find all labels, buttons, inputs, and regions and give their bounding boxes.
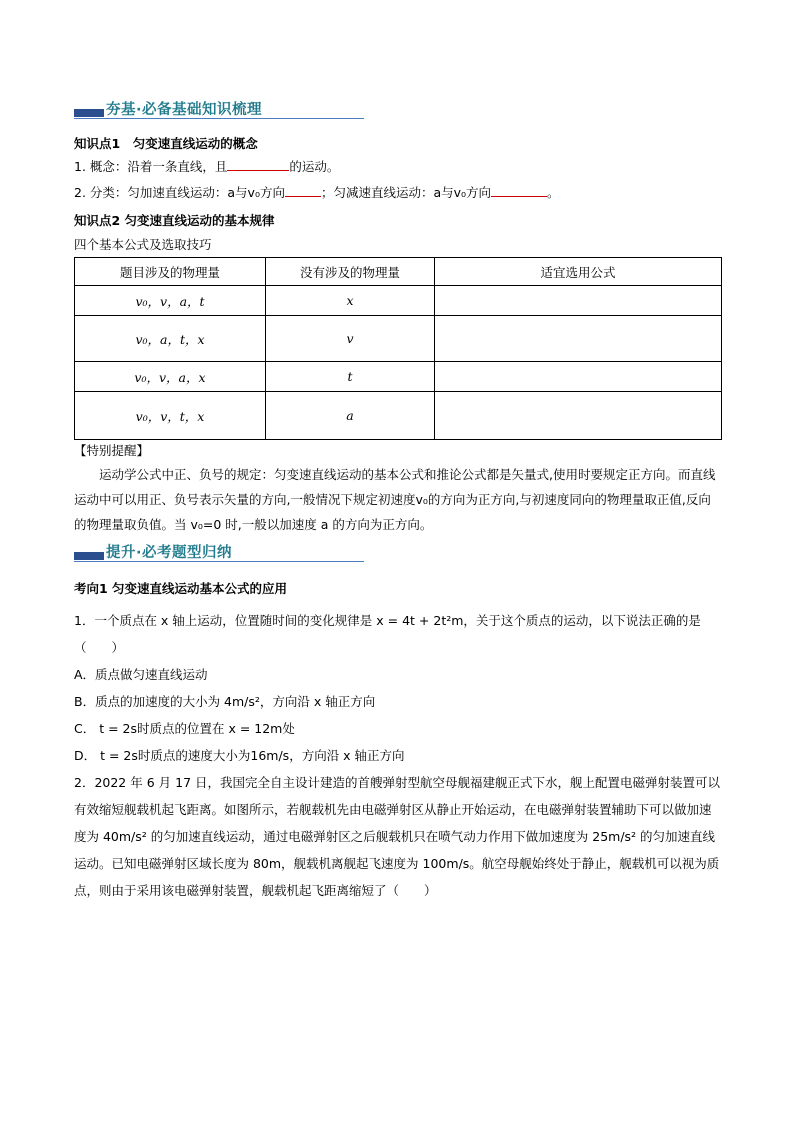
kp2-subheading: 四个基本公式及选取技巧 (74, 237, 212, 252)
section-title: 提升·必考题型归纳 (106, 545, 233, 561)
table-cell: a (266, 392, 435, 440)
section-header-basics (74, 96, 722, 120)
table-header-row (75, 258, 722, 286)
kp1-item1-post: 的运动。 (289, 159, 340, 174)
table-cell: v₀，v，t，x (75, 392, 266, 440)
table-cell (435, 362, 722, 392)
section-rule (74, 561, 364, 562)
section-rule (74, 118, 364, 119)
kp1-item2-pre: 2. 分类：匀加速直线运动：a与v₀方向 (74, 185, 285, 200)
tip-text: 运动学公式中正、负号的规定：匀变速直线运动的基本公式和推论公式都是矢量式,使用时要规定正方向。而直线运动中可以用正、负号表示矢量的方向,一般情况下规定初速度v₀的方向为正方向,与初速度同向的物理量取正值,反向的物理量取负值。当 v₀=0 时,一般以加速度 a 的方向为正方向。 (74, 467, 716, 532)
kx1-heading: 考向1 匀变速直线运动基本公式的应用 (74, 581, 288, 596)
table-header: 适宜选用公式 (435, 258, 722, 286)
table-cell: v₀，v，a，x (75, 362, 266, 392)
table-cell: v (266, 316, 435, 362)
table-cell: x (266, 286, 435, 316)
table-header: 没有涉及的物理量 (266, 258, 435, 286)
table-cell: t (266, 362, 435, 392)
kp1-item1-pre: 1. 概念：沿着一条直线，且 (74, 159, 228, 174)
blank-field (227, 158, 289, 171)
question-1-stem: 1．一个质点在 x 轴上运动，位置随时间的变化规律是 x = 4t + 2t²m，关于这个质点的运动，以下说法正确的是（ ） (74, 613, 701, 655)
tip-label: 【特别提醒】 (74, 443, 150, 458)
table-cell (435, 392, 722, 440)
kp2-heading: 知识点2 匀变速直线运动的基本规律 (74, 213, 275, 228)
formula-table (74, 257, 722, 440)
kp1-item2 (74, 184, 722, 202)
question-1-option-a: A．质点做匀速直线运动 (74, 667, 208, 682)
section-bar-icon (74, 109, 104, 117)
question-2-stem: 2．2022 年 6 月 17 日，我国完全自主设计建造的首艘弹射型航空母舰福建舰正式下水，舰上配置电磁弹射装置可以有效缩短舰载机起飞距离。如图所示，若舰载机先由电磁弹射区从静止开始运动，在电磁弹射装置辅助下可以做加速度为 40m/s² 的匀加速直线运动，通过电磁弹射区之后舰载机只在喷气动力作用下做加速度为 25m/s² 的匀加速直线运动。已知电磁弹射区域长度为 80m，舰载机离舰起飞速度为 100m/s。航空母舰始终处于静止，舰载机可以视为质点，则由于采用该电磁弹射装置，舰载机起飞距离缩短了（ ） (74, 775, 720, 898)
section-bar-icon (74, 552, 104, 560)
table-cell (435, 316, 722, 362)
blank-field (491, 184, 547, 197)
question-1-option-d: D． t = 2s时质点的速度大小为16m/s，方向沿 x 轴正方向 (74, 748, 405, 763)
table-row (75, 286, 722, 316)
table-row (75, 392, 722, 440)
kp1-heading: 知识点1 匀变速直线运动的概念 (74, 136, 258, 151)
question-1-option-c: C． t = 2s时质点的位置在 x = 12m处 (74, 721, 295, 736)
kp1-item2-post: 。 (547, 185, 560, 200)
section-header-advance (74, 539, 722, 563)
section-title: 夯基·必备基础知识梳理 (106, 102, 263, 118)
document-page (74, 96, 722, 904)
table-row (75, 316, 722, 362)
table-cell: v₀，a，t，x (75, 316, 266, 362)
table-row (75, 362, 722, 392)
kp1-item2-mid: ；匀减速直线运动：a与v₀方向 (320, 185, 492, 200)
table-cell: v₀，v，a，t (75, 286, 266, 316)
kp1-item1 (74, 158, 722, 176)
table-header: 题目涉及的物理量 (75, 258, 266, 286)
table-cell (435, 286, 722, 316)
blank-field (285, 184, 321, 197)
question-1-option-b: B．质点的加速度的大小为 4m/s²，方向沿 x 轴正方向 (74, 694, 376, 709)
